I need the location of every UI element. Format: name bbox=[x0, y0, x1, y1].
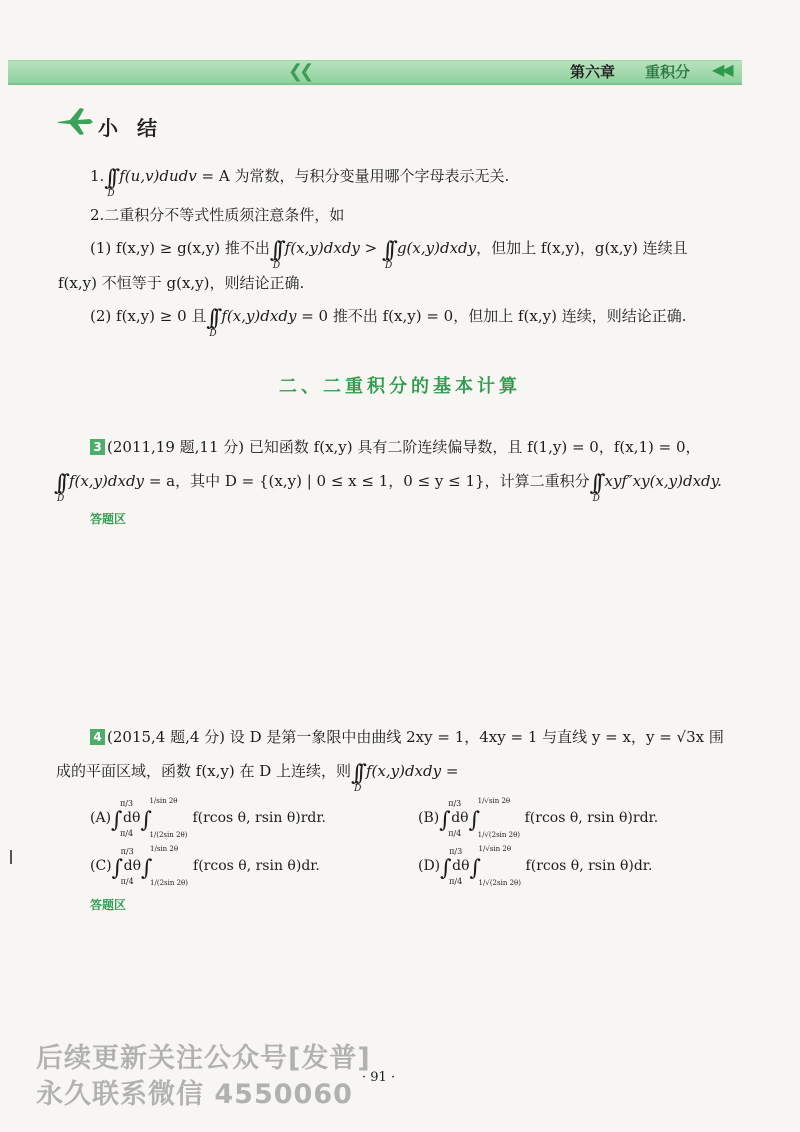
option-label: (A) bbox=[90, 810, 112, 826]
header-arrows-icon: ◀◀ bbox=[712, 60, 731, 79]
integral-domain: D bbox=[592, 494, 600, 504]
option-a[interactable]: (A)∫ π/3 π/4 dθ∫ 1/sin 2θ 1/(2sin 2θ) f(rcos θ, rsin θ)rdr. bbox=[90, 797, 326, 839]
airplane-icon bbox=[56, 106, 94, 136]
integrand: xyf″xy(x,y)dxdy. bbox=[604, 472, 722, 490]
double-integral-icon: ∫∫ D bbox=[269, 238, 281, 271]
option-b[interactable]: (B)∫ π/3 π/4 dθ∫ 1/√sin 2θ 1/√(2sin 2θ) f(rcos θ, rsin θ)rdr. bbox=[418, 797, 659, 839]
integral-icon: ∫ 1/sin 2θ 1/(2sin 2θ) bbox=[140, 797, 188, 839]
page-number: · 91 · bbox=[362, 1070, 396, 1085]
integral-icon: ∫ 1/√sin 2θ 1/√(2sin 2θ) bbox=[469, 845, 521, 887]
integrand: f(x,y)dxdy bbox=[221, 307, 297, 325]
problem-text: = a，其中 D = {(x,y) | 0 ≤ x ≤ 1，0 ≤ y ≤ 1}，计算二重积分 bbox=[144, 472, 590, 490]
integral-domain: D bbox=[354, 784, 362, 794]
summary-item-2a bbox=[90, 237, 688, 271]
summary-item-2a-continued: f(x,y) 不恒等于 g(x,y)，则结论正确. bbox=[58, 274, 305, 292]
option-body: f(rcos θ, rsin θ)rdr. bbox=[524, 810, 659, 826]
section-title: 二、二重积分的基本计算 bbox=[279, 376, 521, 397]
integrand: f(x,y)dxdy = bbox=[366, 762, 459, 780]
item-text: (2) f(x,y) ≥ 0 且 bbox=[90, 307, 207, 325]
chapter-label: 第六章 bbox=[570, 63, 616, 81]
item-text: ，但加上 f(x,y)，g(x,y) 连续且 bbox=[476, 239, 688, 257]
option-c[interactable]: (C)∫ π/3 π/4 dθ∫ 1/sin 2θ 1/(2sin 2θ) f(rcos θ, rsin θ)dr. bbox=[90, 845, 320, 887]
item-text: (1) f(x,y) ≥ g(x,y) 推不出 bbox=[90, 239, 270, 257]
item-text: = A 为常数，与积分变量用哪个字母表示无关. bbox=[196, 167, 510, 185]
integrand: f(u,v)dudv bbox=[119, 167, 197, 185]
double-chevron-left-icon: ❮❮ bbox=[288, 61, 311, 82]
integrand: f(x,y)dxdy bbox=[284, 239, 360, 257]
watermark-line-1: 后续更新关注公众号[发普] bbox=[36, 1043, 371, 1074]
integral-domain: D bbox=[57, 494, 65, 504]
double-integral-icon: ∫∫ D bbox=[206, 306, 217, 339]
integrand: g(x,y)dxdy bbox=[396, 239, 477, 257]
double-integral-icon: ∫∫ D bbox=[104, 166, 115, 199]
item-text: > bbox=[359, 239, 383, 257]
option-label: (D) bbox=[418, 858, 441, 874]
answer-area-label: 答题区 bbox=[90, 898, 127, 912]
integral-icon: ∫ π/3 π/4 bbox=[111, 847, 134, 886]
scan-artifact bbox=[10, 850, 12, 864]
integrand: f(x,y)dxdy bbox=[68, 472, 145, 490]
double-integral-icon: ∫∫ D bbox=[589, 471, 600, 504]
problem-4-line-2 bbox=[56, 760, 459, 794]
option-label: (C) bbox=[90, 858, 112, 874]
option-label: (B) bbox=[418, 810, 440, 826]
integral-icon: ∫ π/3 π/4 bbox=[440, 847, 463, 886]
option-body: f(rcos θ, rsin θ)dr. bbox=[525, 858, 653, 874]
integral-icon: ∫ π/3 π/4 bbox=[111, 799, 134, 838]
integral-icon: ∫ 1/√sin 2θ 1/√(2sin 2θ) bbox=[468, 797, 521, 839]
problem-number-badge: 3 bbox=[90, 439, 105, 455]
integral-domain: D bbox=[209, 329, 217, 339]
option-body: f(rcos θ, rsin θ)rdr. bbox=[192, 810, 326, 826]
double-integral-icon: ∫∫ D bbox=[382, 238, 393, 271]
problem-3-line-2 bbox=[54, 470, 722, 504]
problem-number-badge: 4 bbox=[90, 729, 105, 745]
problem-text: (2015,4 题,4 分) 设 D 是第一象限中由曲线 2xy = 1，4xy = 1 与直线 y = x，y = √3x 围 bbox=[107, 728, 724, 746]
item-text: = 0 推不出 f(x,y) = 0，但加上 f(x,y) 连续，则结论正确. bbox=[296, 307, 687, 325]
integral-domain: D bbox=[272, 261, 281, 271]
problem-text: 成的平面区域，函数 f(x,y) 在 D 上连续，则 bbox=[56, 762, 352, 780]
item-number: 1. bbox=[90, 167, 105, 185]
problem-text: (2011,19 题,11 分) 已知函数 f(x,y) 具有二阶连续偏导数，且 f(1,y) = 0，f(x,1) = 0， bbox=[107, 438, 701, 456]
integral-domain: D bbox=[107, 189, 115, 199]
option-d[interactable]: (D)∫ π/3 π/4 dθ∫ 1/√sin 2θ 1/√(2sin 2θ) f(rcos θ, rsin θ)dr. bbox=[418, 845, 653, 887]
answer-area-label: 答题区 bbox=[90, 512, 127, 526]
integral-icon: ∫ 1/sin 2θ 1/(2sin 2θ) bbox=[141, 845, 188, 887]
chapter-header-band bbox=[8, 60, 742, 85]
double-integral-icon: ∫∫ D bbox=[54, 471, 65, 504]
summary-item-2: 2.二重积分不等式性质须注意条件，如 bbox=[90, 206, 345, 224]
summary-title: 小 结 bbox=[98, 116, 163, 140]
option-body: f(rcos θ, rsin θ)dr. bbox=[193, 858, 320, 874]
problem-3-line-1 bbox=[90, 436, 701, 457]
chapter-topic: 重积分 bbox=[645, 63, 691, 81]
summary-item-1 bbox=[90, 165, 510, 199]
watermark-line-2: 永久联系微信 4550060 bbox=[36, 1079, 353, 1110]
integral-domain: D bbox=[385, 261, 393, 271]
double-integral-icon: ∫∫ D bbox=[351, 761, 362, 794]
problem-4-line-1 bbox=[90, 726, 724, 747]
integral-icon: ∫ π/3 π/4 bbox=[439, 799, 462, 838]
summary-item-2b bbox=[90, 305, 687, 339]
